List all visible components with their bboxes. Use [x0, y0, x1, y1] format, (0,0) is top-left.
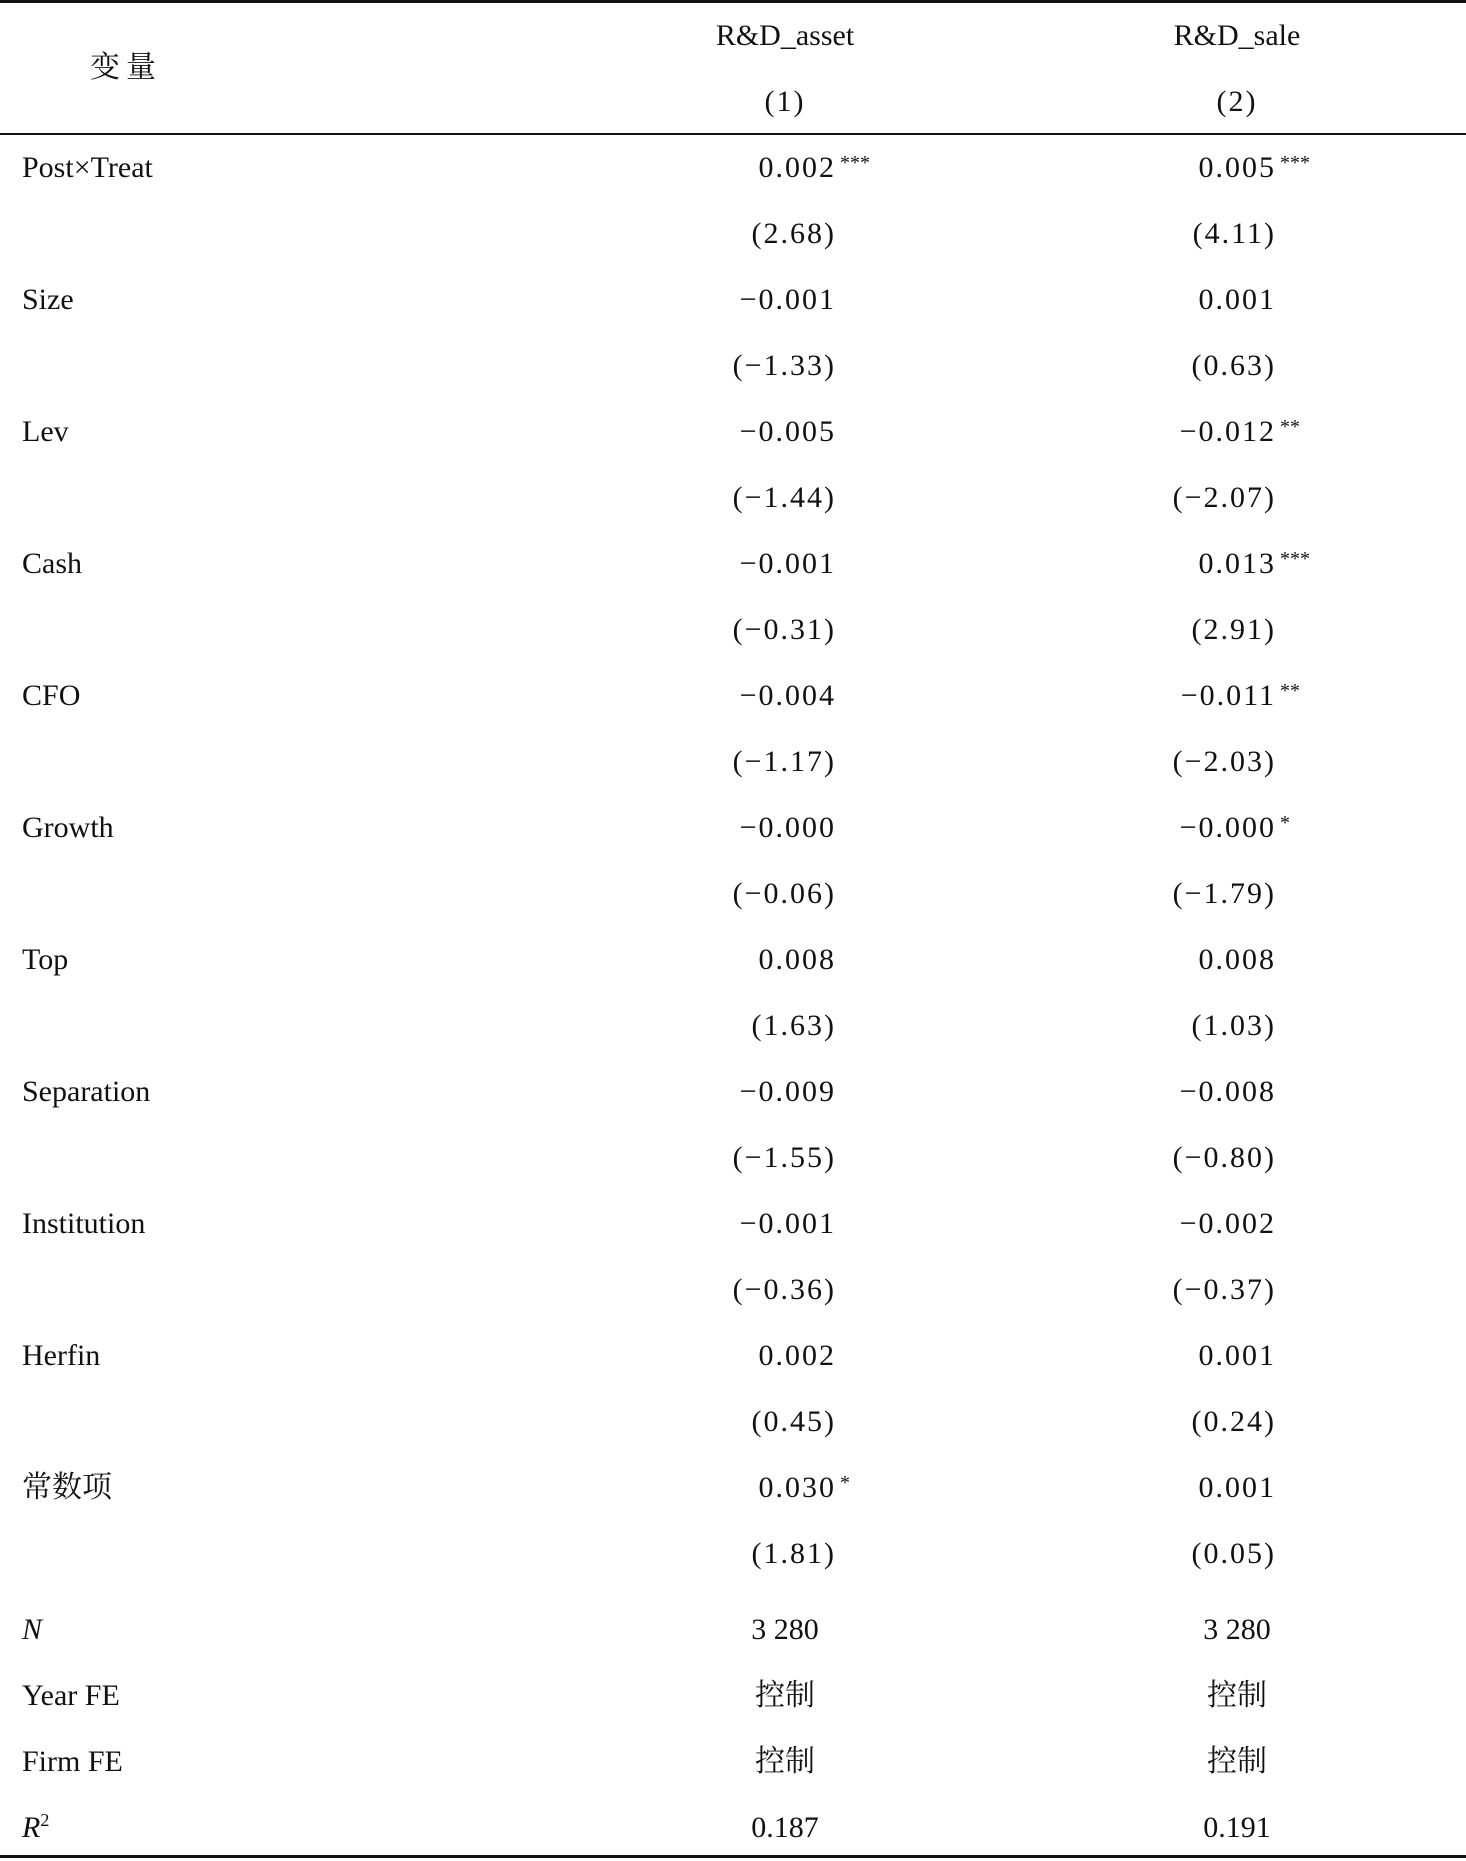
coefficient-col2 — [1199, 280, 1277, 320]
t-statistic-col2: (−1.79) — [1172, 877, 1276, 910]
coefficient-value: −0.009 — [739, 1075, 836, 1108]
coefficient-value: −0.001 — [739, 1207, 836, 1240]
coefficient-value: 0.008 — [758, 943, 836, 976]
t-statistic-col1: (−1.55) — [732, 1141, 836, 1174]
coefficient-col2 — [1180, 1204, 1276, 1244]
coefficient-value: −0.001 — [739, 283, 836, 316]
coefficient-value: 0.001 — [1198, 283, 1276, 316]
significance-stars: ** — [1280, 416, 1300, 438]
row-label: Lev — [22, 415, 69, 448]
coefficient-value: 0.008 — [1198, 943, 1276, 976]
coefficient-col1 — [740, 1204, 836, 1244]
t-statistic-col1: (0.45) — [751, 1405, 836, 1438]
coefficient-col1 — [740, 544, 836, 584]
coefficient-col2 — [1198, 148, 1310, 188]
r-squared-col1: 0.187 — [751, 1811, 819, 1844]
coefficient-col2 — [1198, 544, 1310, 584]
coefficient-col1 — [740, 676, 836, 716]
row-label: Herfin — [22, 1339, 101, 1372]
coefficient-col2 — [1179, 808, 1290, 848]
coefficient-col1 — [758, 148, 870, 188]
significance-stars: * — [840, 1472, 850, 1494]
coefficient-col2 — [1199, 940, 1277, 980]
r-squared-superscript: 2 — [40, 1810, 50, 1830]
r-squared-col2: 0.191 — [1203, 1811, 1271, 1844]
coefficient-value: 0.002 — [758, 1339, 836, 1372]
year-fe-label: Year FE — [22, 1679, 120, 1712]
t-statistic-col1: (−1.33) — [732, 349, 836, 382]
coefficient-col2 — [1180, 676, 1300, 716]
coefficient-value: 0.030 * — [758, 1471, 850, 1504]
t-statistic-col2: (0.63) — [1191, 349, 1276, 382]
t-statistic-col1: (−0.36) — [732, 1273, 836, 1306]
n-col2: 3 280 — [1203, 1613, 1271, 1646]
t-statistic-col1: (−1.17) — [732, 745, 836, 778]
t-statistic-col1: (2.68) — [751, 217, 836, 250]
coefficient-value: 0.001 — [1198, 1471, 1276, 1504]
row-label: Cash — [22, 547, 82, 580]
year-fe-col2: 控制 — [1207, 1679, 1267, 1712]
coefficient-col1 — [758, 1468, 850, 1508]
coefficient-col1 — [759, 940, 837, 980]
coefficient-value: −0.012 ** — [1179, 415, 1300, 448]
firm-fe-col1: 控制 — [755, 1745, 815, 1778]
significance-stars: *** — [1280, 152, 1310, 174]
coefficient-col2 — [1199, 1336, 1277, 1376]
coefficient-col1 — [740, 412, 836, 452]
t-statistic-col1: (−0.31) — [732, 613, 836, 646]
significance-stars: ** — [1280, 680, 1300, 702]
header-col2-number: (2) — [1216, 85, 1258, 118]
coefficient-value: −0.000 — [739, 811, 836, 844]
t-statistic-col2: (−0.37) — [1172, 1273, 1276, 1306]
row-label: Size — [22, 283, 74, 316]
significance-stars: *** — [1280, 548, 1310, 570]
coefficient-col1 — [759, 1336, 837, 1376]
coefficient-value: 0.001 — [1198, 1339, 1276, 1372]
firm-fe-col2: 控制 — [1207, 1745, 1267, 1778]
header-col1-number: (1) — [764, 85, 806, 118]
coefficient-col2 — [1179, 412, 1300, 452]
coefficient-value: −0.000 * — [1179, 811, 1290, 844]
table-top-rule — [0, 0, 1466, 3]
coefficient-value: −0.008 — [1179, 1075, 1276, 1108]
firm-fe-label: Firm FE — [22, 1745, 123, 1778]
coefficient-value: −0.002 — [1179, 1207, 1276, 1240]
significance-stars: * — [1280, 812, 1290, 834]
n-label: N — [22, 1613, 43, 1646]
row-label: Separation — [22, 1075, 151, 1108]
year-fe-col1: 控制 — [755, 1679, 815, 1712]
header-col1-name: R&D_asset — [715, 19, 855, 52]
t-statistic-col2: (4.11) — [1192, 217, 1276, 250]
header-col2-name: R&D_sale — [1173, 19, 1301, 52]
t-statistic-col2: (2.91) — [1191, 613, 1276, 646]
row-label: 常数项 — [22, 1471, 112, 1504]
coefficient-value: 0.002 *** — [758, 151, 870, 184]
row-label: Growth — [22, 811, 114, 844]
t-statistic-col2: (−2.07) — [1172, 481, 1276, 514]
significance-stars: *** — [840, 152, 870, 174]
t-statistic-col1: (1.81) — [751, 1537, 836, 1570]
t-statistic-col1: (−1.44) — [732, 481, 836, 514]
coefficient-col2 — [1199, 1468, 1277, 1508]
coefficient-col1 — [740, 280, 836, 320]
table-bottom-rule — [0, 1855, 1466, 1858]
coefficient-value: −0.005 — [739, 415, 836, 448]
t-statistic-col1: (−0.06) — [732, 877, 836, 910]
coefficient-value: −0.011 ** — [1180, 679, 1300, 712]
row-label: CFO — [22, 679, 81, 712]
row-label: Top — [22, 943, 69, 976]
t-statistic-col1: (1.63) — [751, 1009, 836, 1042]
row-label: Post×Treat — [22, 151, 153, 184]
t-statistic-col2: (−0.80) — [1172, 1141, 1276, 1174]
coefficient-col1 — [740, 1072, 836, 1112]
table-header-rule — [0, 133, 1466, 135]
r-squared-letter: R — [22, 1811, 41, 1844]
coefficient-value: 0.013 *** — [1198, 547, 1310, 580]
t-statistic-col2: (0.05) — [1191, 1537, 1276, 1570]
coefficient-col2 — [1180, 1072, 1276, 1112]
row-label: Institution — [22, 1207, 146, 1240]
r-squared-label — [22, 1808, 49, 1848]
coefficient-value: −0.004 — [739, 679, 836, 712]
coefficient-value: 0.005 *** — [1198, 151, 1310, 184]
t-statistic-col2: (−2.03) — [1172, 745, 1276, 778]
coefficient-col1 — [740, 808, 836, 848]
coefficient-value: −0.001 — [739, 547, 836, 580]
t-statistic-col2: (1.03) — [1191, 1009, 1276, 1042]
header-variable-label: 变量 — [90, 51, 162, 84]
t-statistic-col2: (0.24) — [1191, 1405, 1276, 1438]
n-col1: 3 280 — [751, 1613, 819, 1646]
